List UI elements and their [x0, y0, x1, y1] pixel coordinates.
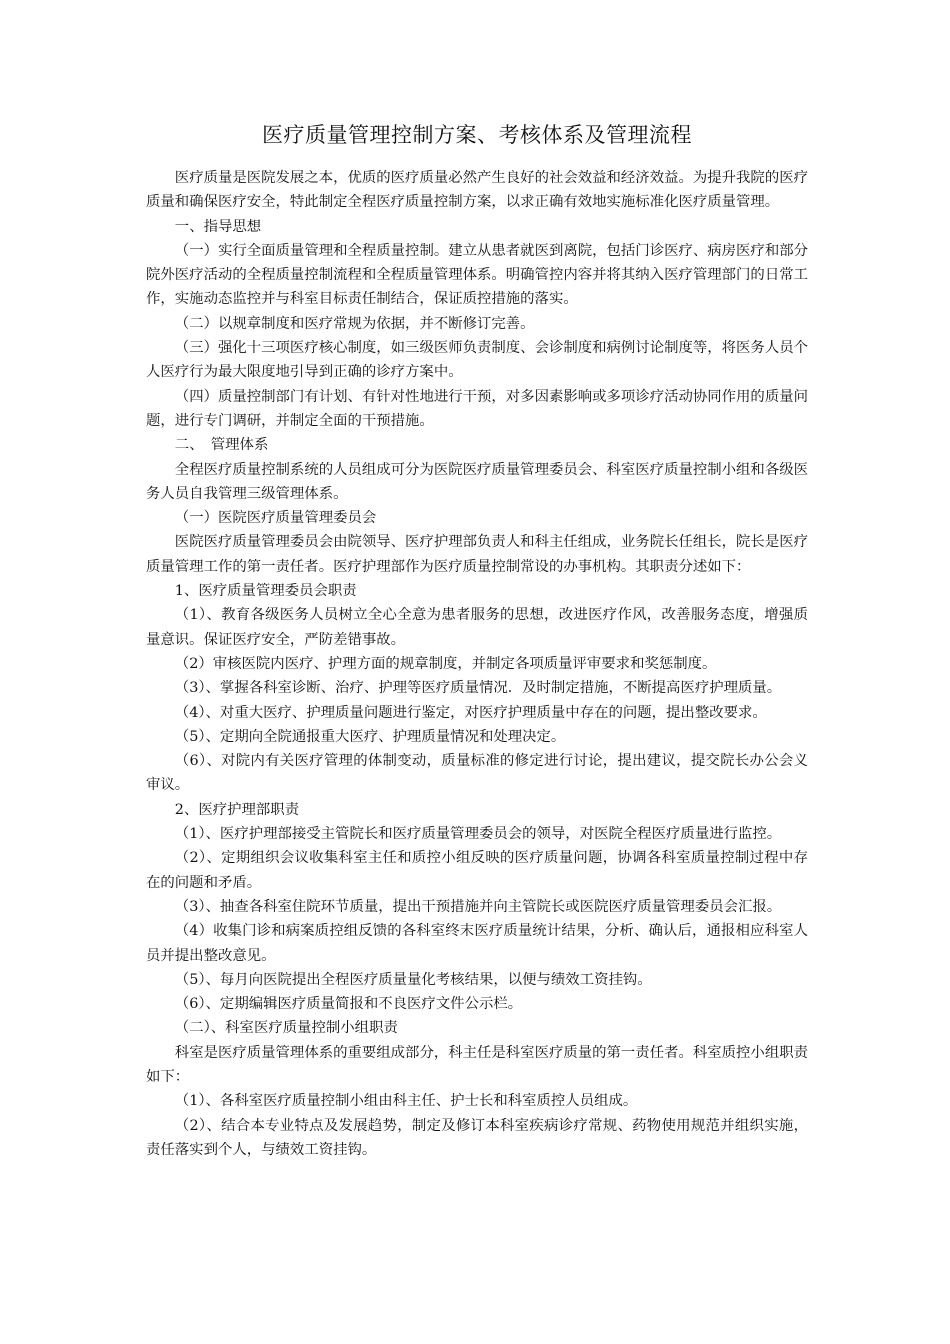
list-item-committee-duty-4: （4）、对重大医疗、护理质量问题进行鉴定，对医疗护理质量中存在的问题，提出整改要求。	[174, 704, 767, 721]
list-item-dept-duty-6: （6）、定期编辑医疗质量简报和不良医疗文件公示栏。	[174, 996, 523, 1013]
list-item-committee-duty-3: （3）、掌握各科室诊断、治疗、护理等医疗质量情况．及时制定措施，不断提高医疗护理质量。	[174, 680, 782, 697]
paragraph-guiding-1: （一）实行全面质量管理和全程质量控制。建立从患者就医到离院，包括门诊医疗、病房医疗和部分院外医疗活动的全程质量控制流程和全程质量管理体系。明确管控内容并将其纳入医疗管理部门的日常工作，实施动态监控并与科室目标责任制结合，保证质控措施的落实。	[146, 242, 808, 308]
heading-management-system: 二、 管理体系	[174, 437, 269, 454]
list-item-dept-duty-4: （4）收集门诊和病案质控组反馈的各科室终末医疗质量统计结果，分析、确认后，通报相应科室人员并提出整改意见。	[146, 923, 808, 964]
paragraph-system-overview: 全程医疗质量控制系统的人员组成可分为医院医疗质量管理委员会、科室医疗质量控制小组和各级医务人员自我管理三级管理体系。	[146, 461, 808, 502]
paragraph-guiding-4: （四）质量控制部门有计划、有针对性地进行干预，对多因素影响或多项诊疗活动协同作用的质量问题，进行专门调研，并制定全面的干预措施。	[146, 388, 808, 429]
subheading-section-qc-group: （二）、科室医疗质量控制小组职责	[174, 1020, 398, 1037]
subheading-nursing-dept-duties: 2、医疗护理部职责	[174, 801, 300, 818]
list-item-committee-duty-6: （6）、对院内有关医疗管理的体制变动，质量标准的修定进行讨论，提出建议，提交院长办公会义审议。	[146, 753, 808, 794]
list-item-qc-duty-2: （2）、结合本专业特点及发展趋势，制定及修订本科室疾病诊疗常规、药物使用规范并组织实施，责任落实到个人，与绩效工资挂钩。	[146, 1117, 808, 1158]
list-item-dept-duty-2: （2）、定期组织会议收集科室主任和质控小组反映的医疗质量问题，协调各科室质量控制过程中存在的问题和矛盾。	[146, 850, 808, 891]
paragraph-intro: 医疗质量是医院发展之本，优质的医疗质量必然产生良好的社会效益和经济效益。为提升我院的医疗质量和确保医疗安全，特此制定全程医疗质量控制方案，以求正确有效地实施标准化医疗质量管理。	[146, 170, 808, 211]
list-item-committee-duty-1: （1）、教育各级医务人员树立全心全意为患者服务的思想，改进医疗作风，改善服务态度，增强质量意识。保证医疗安全，严防差错事故。	[146, 607, 808, 648]
list-item-committee-duty-2: （2）审核医院内医疗、护理方面的规章制度，并制定各项质量评审要求和奖惩制度。	[174, 655, 717, 672]
list-item-qc-duty-1: （1）、各科室医疗质量控制小组由科主任、护士长和科室质控人员组成。	[174, 1093, 638, 1110]
list-item-dept-duty-5: （5）、每月向医院提出全程医疗质量量化考核结果，以便与绩效工资挂钩。	[174, 971, 652, 988]
subheading-hospital-committee: （一）医院医疗质量管理委员会	[174, 510, 377, 527]
document-body	[146, 166, 808, 1162]
heading-guiding-ideology: 一、指导思想	[174, 218, 262, 235]
document-page	[146, 0, 808, 1162]
paragraph-committee-composition: 医院医疗质量管理委员会由院领导、医疗护理部负责人和科主任组成，业务院长任组长，院长是医疗质量管理工作的第一责任者。医疗护理部作为医疗质量控制常设的办事机构。其职责分述如下：	[146, 534, 808, 575]
paragraph-section-qc-intro: 科室是医疗质量管理体系的重要组成部分，科主任是科室医疗质量的第一责任者。科室质控小组职责如下：	[146, 1044, 808, 1085]
paragraph-guiding-3: （三）强化十三项医疗核心制度，如三级医师负责制度、会诊制度和病例讨论制度等，将医务人员个人医疗行为最大限度地引导到正确的诊疗方案中。	[146, 340, 808, 381]
paragraph-guiding-2: （二）以规章制度和医疗常规为依据，并不断修订完善。	[174, 315, 535, 332]
list-item-committee-duty-5: （5）、定期向全院通报重大医疗、护理质量情况和处理决定。	[174, 728, 566, 745]
document-title: 医疗质量管理控制方案、考核体系及管理流程	[262, 123, 692, 147]
subheading-committee-duties: 1、医疗质量管理委员会职责	[174, 583, 357, 600]
list-item-dept-duty-1: （1）、医疗护理部接受主管院长和医疗质量管理委员会的领导，对医院全程医疗质量进行监控。	[174, 826, 782, 843]
list-item-dept-duty-3: （3）、抽查各科室住院环节质量，提出干预措施并向主管院长或医院医疗质量管理委员会汇报。	[174, 898, 782, 915]
